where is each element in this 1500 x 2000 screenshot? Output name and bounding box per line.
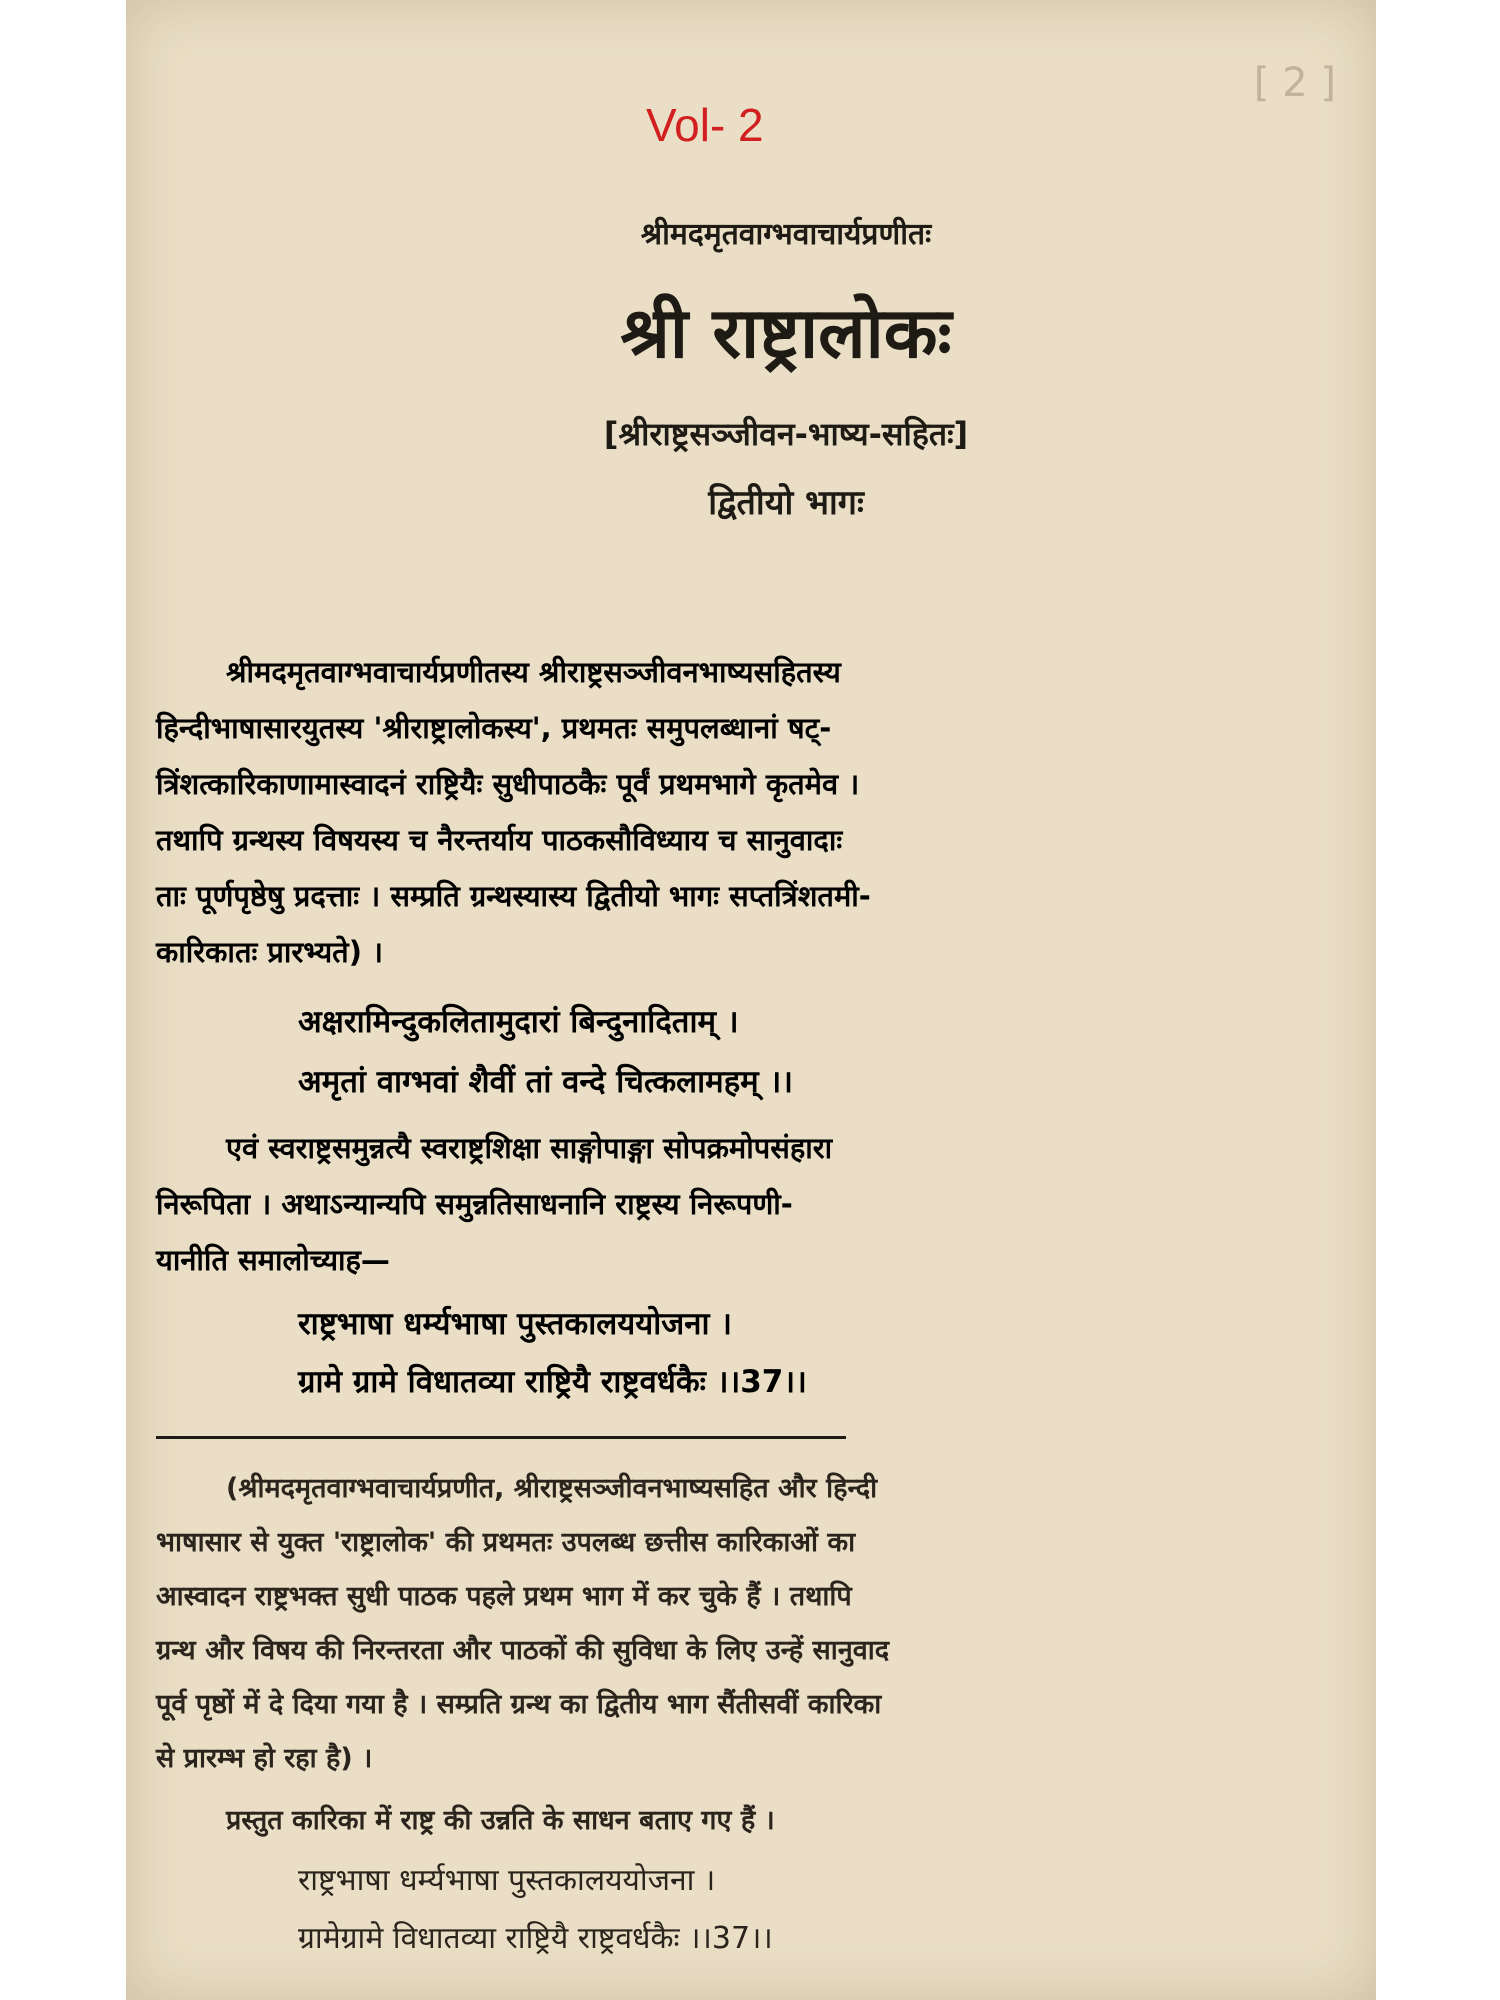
subtitle: [श्रीराष्ट्रसञ्जीवन-भाष्य-सहितः]: [603, 415, 969, 453]
hindi-intro: प्रस्तुत कारिका में राष्ट्र की उन्नति के साधन बताए गए हैं ।: [226, 1805, 775, 1836]
intro-line: त्रिंशत्कारिकाणामास्वादनं राष्ट्रियैः सुधीपाठकैः पूर्वं प्रथमभागे कृतमेव ।: [156, 767, 860, 801]
karika-line: राष्ट्रभाषा धर्म्यभाषा पुस्तकालययोजना ।: [298, 1306, 733, 1342]
page-number-mark: [ 2 ]: [1253, 60, 1336, 106]
note-line: भाषासार से युक्त 'राष्ट्रालोक' की प्रथमतः उपलब्ध छत्तीस कारिकाओं का: [156, 1527, 856, 1558]
paragraph-line: एवं स्वराष्ट्रसमुन्नत्यै स्वराष्ट्रशिक्षा साङ्गोपाङ्गा सोपक्रमोपसंहारा: [226, 1131, 833, 1165]
note-line: ग्रन्थ और विषय की निरन्तरता और पाठकों की सुविधा के लिए उन्हें सानुवाद: [156, 1635, 890, 1666]
intro-line: तथापि ग्रन्थस्य विषयस्य च नैरन्तर्याय पाठकसौविध्याय च सानुवादाः: [156, 823, 843, 857]
intro-line: ताः पूर्णपृष्ठेषु प्रदत्ताः । सम्प्रति ग्रन्थस्यास्य द्वितीयो भागः सप्तत्रिंशतमी-: [156, 879, 871, 913]
hindi-karika-line: राष्ट्रभाषा धर्म्यभाषा पुस्तकालययोजना ।: [298, 1863, 716, 1898]
note-line: पूर्व पृष्ठों में दे दिया गया है । सम्प्रति ग्रन्थ का द्वितीय भाग सैंतीसवीं कारिका: [156, 1689, 882, 1720]
verse-line: अक्षरामिन्दुकलितामुदारां बिन्दुनादिताम् ।: [298, 1004, 739, 1040]
author-line: श्रीमदमृतवाग्भवाचार्यप्रणीतः: [640, 217, 932, 252]
hindi-karika-line: ग्रामेग्रामे विधातव्या राष्ट्रियै राष्ट्रवर्धकैः ।।37।।: [298, 1921, 773, 1956]
verse-line: अमृतां वाग्भवां शैवीं तां वन्दे चित्कलामहम् ।।: [298, 1064, 794, 1100]
intro-line: हिन्दीभाषासारयुतस्य 'श्रीराष्ट्रालोकस्य', प्रथमतः समुपलब्धानां षट्-: [156, 711, 832, 745]
part-heading: द्वितीयो भागः: [708, 483, 864, 523]
note-line: आस्वादन राष्ट्रभक्त सुधी पाठक पहले प्रथम भाग में कर चुके हैं । तथापि: [156, 1581, 852, 1612]
paragraph-line: यानीति समालोच्याह—: [156, 1243, 390, 1277]
book-page: [126, 0, 1376, 2000]
note-line: से प्रारम्भ हो रहा है) ।: [156, 1743, 373, 1774]
intro-line: श्रीमदमृतवाग्भवाचार्यप्रणीतस्य श्रीराष्ट्रसञ्जीवनभाष्यसहितस्य: [226, 655, 841, 689]
volume-label: Vol- 2: [646, 99, 764, 151]
intro-line: कारिकातः प्रारभ्यते) ।: [156, 935, 384, 969]
footnote-divider: [156, 1436, 846, 1439]
paragraph-line: निरूपिता । अथाऽन्यान्यपि समुन्नतिसाधनानि राष्ट्रस्य निरूपणी-: [156, 1187, 793, 1221]
note-line: (श्रीमदमृतवाग्भवाचार्यप्रणीत, श्रीराष्ट्रसञ्जीवनभाष्यसहित और हिन्दी: [226, 1473, 878, 1504]
karika-line: ग्रामे ग्रामे विधातव्या राष्ट्रियै राष्ट्रवर्धकैः ।।37।।: [298, 1364, 807, 1400]
page-title: श्री राष्ट्रालोकः: [620, 292, 952, 374]
